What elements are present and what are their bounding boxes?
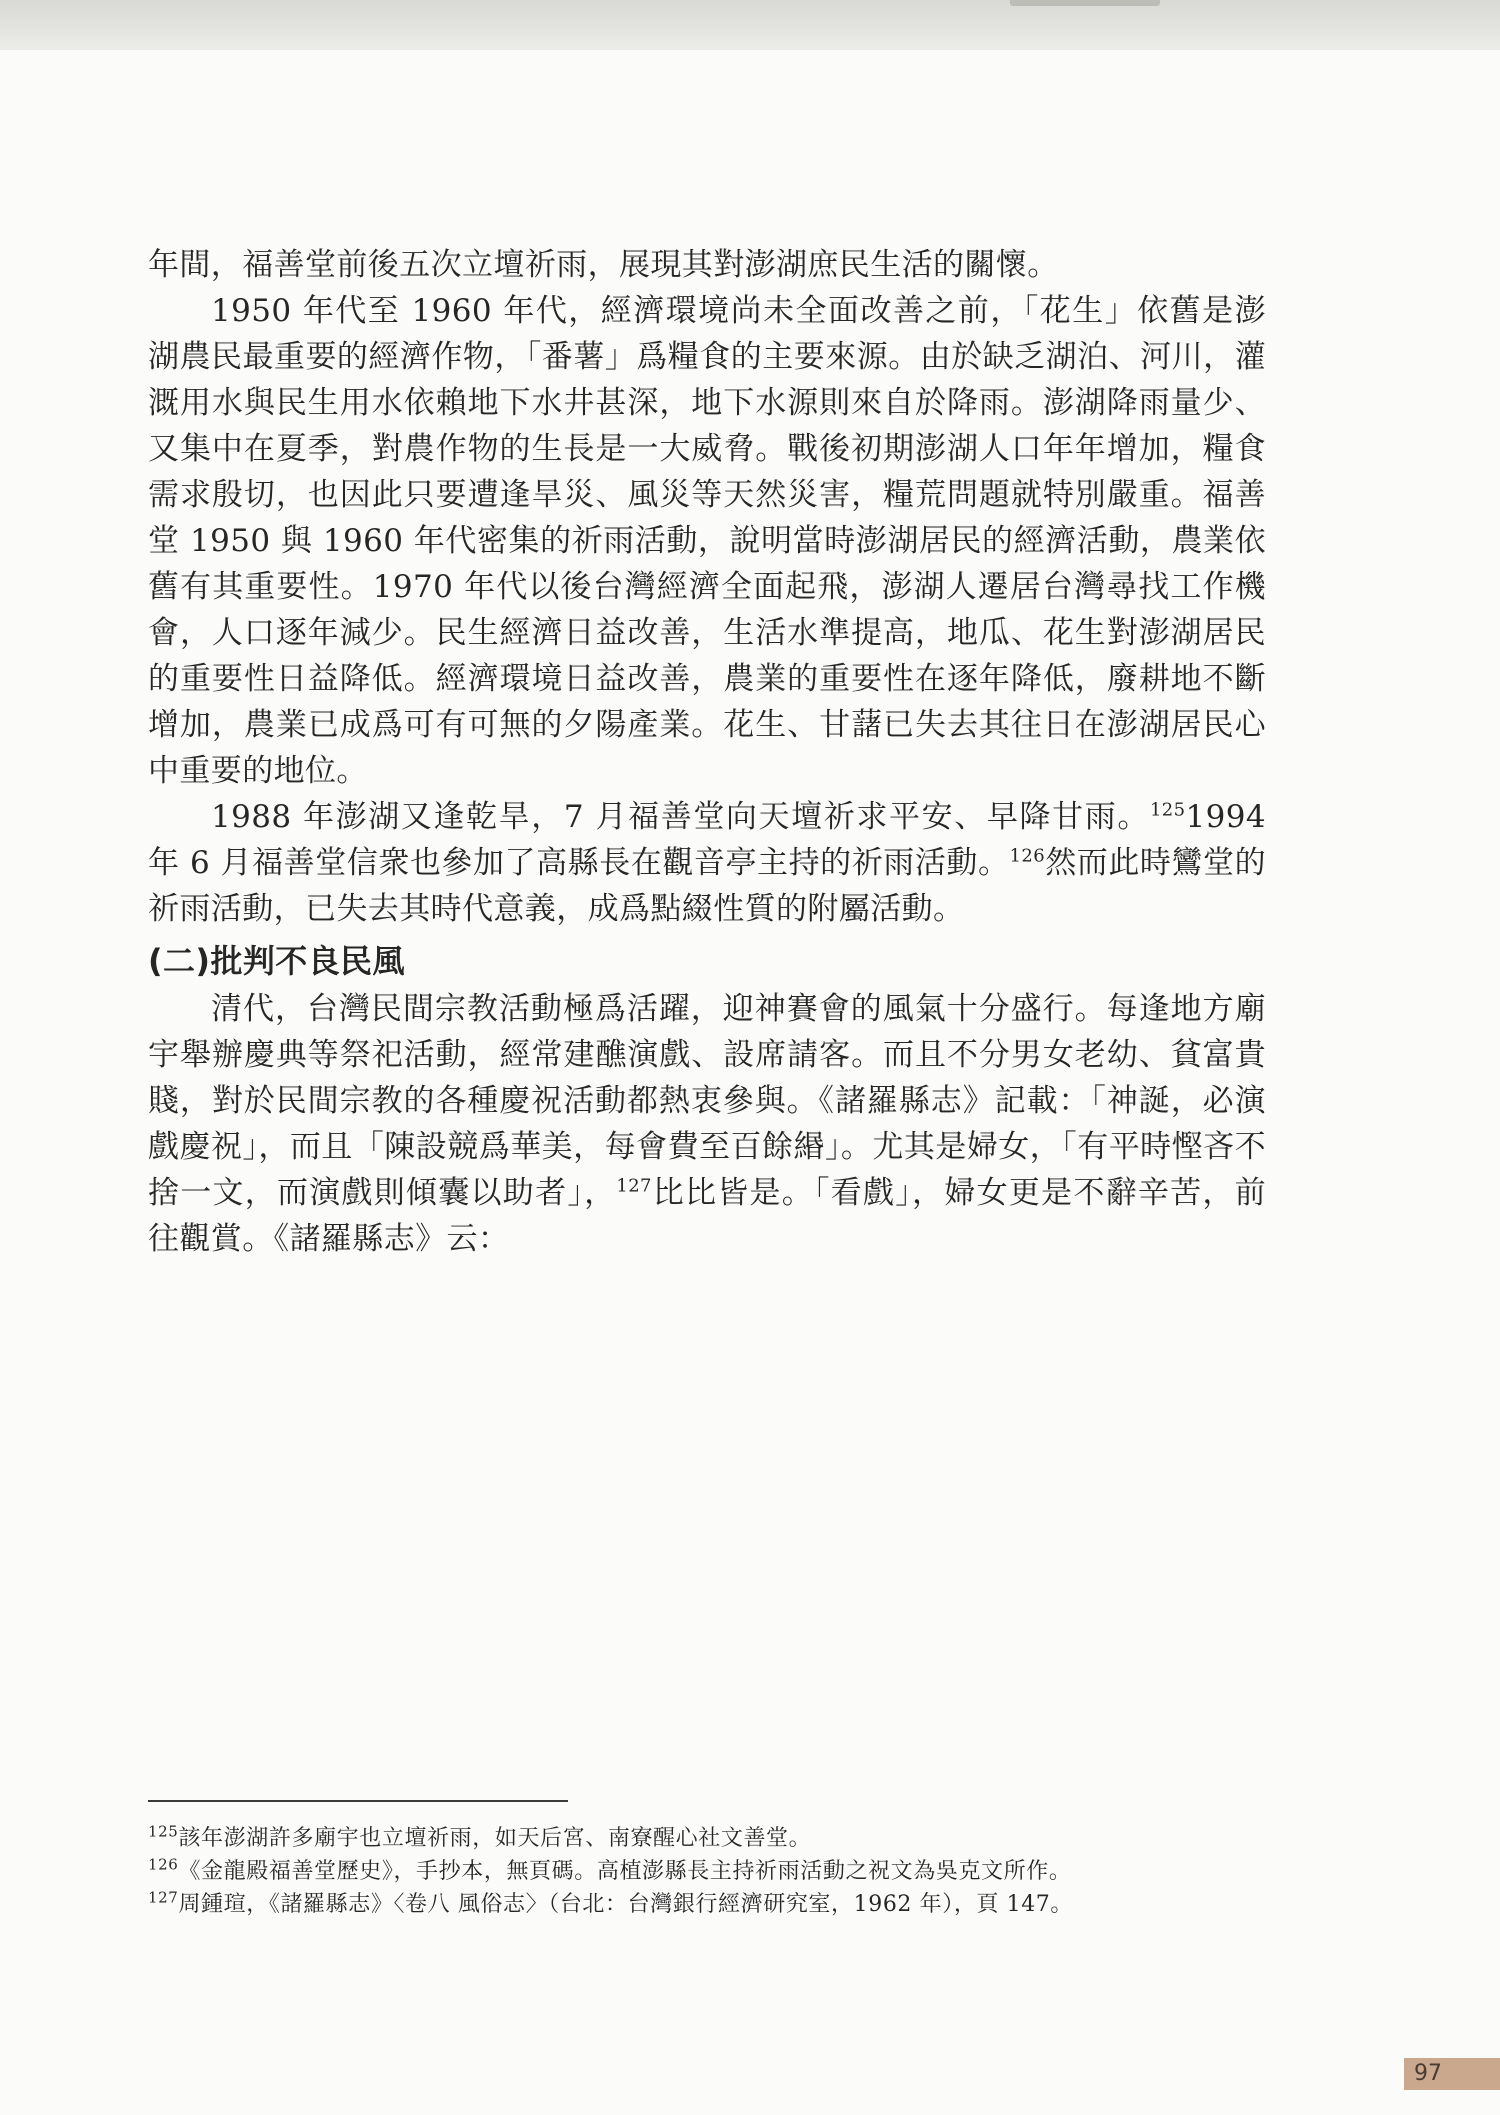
- footnote-126: [148, 1855, 1266, 1888]
- footnote-125: [148, 1822, 1266, 1855]
- footnote-text: 《金龍殿福善堂歷史》，手抄本，無頁碼。高植澎縣長主持祈雨活動之祝文為吳克文所作。: [178, 1859, 1072, 1884]
- footnote-divider: [148, 1800, 568, 1802]
- page-number: 97: [1404, 2058, 1500, 2090]
- paragraph-2: 1950 年代至 1960 年代，經濟環境尚未全面改善之前，「花生」依舊是澎湖農民最重要的經濟作物，「番薯」爲糧食的主要來源。由於缺乏湖泊、河川，灌溉用水與民生用水依賴地下水井甚深，地下水源則來自於降雨。澎湖降雨量少、又集中在夏季，對農作物的生長是一大威脅。戰後初期澎湖人口年年增加，糧食需求殷切，也因此只要遭逢旱災、風災等天然災害，糧荒問題就特別嚴重。福善堂 1950 與 1960 年代密集的祈雨活動，說明當時澎湖居民的經濟活動，農業依舊有其重要性。1970 年代以後台灣經濟全面起飛，澎湖人遷居台灣尋找工作機會，人口逐年減少。民生經濟日益改善，生活水準提高，地瓜、花生對澎湖居民的重要性日益降低。經濟環境日益改善，農業的重要性在逐年降低，廢耕地不斷增加，農業已成爲可有可無的夕陽產業。花生、甘藷已失去其往日在澎湖居民心中重要的地位。: [148, 293, 1266, 789]
- paragraph-1: 年間，福善堂前後五次立壇祈雨，展現其對澎湖庶民生活的關懷。: [148, 247, 1059, 283]
- section-heading: (二)批判不良民風: [148, 942, 405, 980]
- paragraph-4: 清代，台灣民間宗教活動極爲活躍，迎神賽會的風氣十分盛行。每逢地方廟宇舉辦慶典等祭祀活動，經常建醮演戲、設席請客。而且不分男女老幼、貧富貴賤，對於民間宗教的各種慶祝活動都熱衷參與。《諸羅縣志》記載：「神誕，必演戲慶祝」，而且「陳設競爲華美，每會費至百餘緡」。尤其是婦女，「有平時慳吝不捨一文，而演戲則傾囊以助者」，$^{127}$比比皆是。「看戲」，婦女更是不辭辛苦，前往觀賞。《諸羅縣志》云：: [148, 991, 1267, 1257]
- paragraph-3: 1988 年澎湖又逢乾旱，7 月福善堂向天壇祈求平安、早降甘雨。$^{125}$1994 年 6 月福善堂信衆也參加了高縣長在觀音亭主持的祈雨活動。$^{126}$然而此時鸞堂的祈雨活動，已失去其時代意義，成爲點綴性質的附屬活動。: [148, 799, 1266, 927]
- footnote-ref-125[interactable]: 125: [1149, 799, 1186, 821]
- footnotes: [148, 1822, 1266, 1921]
- footnote-number: 125: [148, 1822, 179, 1841]
- body-text: [148, 242, 1266, 1262]
- footnote-number: 127: [148, 1888, 179, 1907]
- footnote-text: 周鍾瑄，《諸羅縣志》〈卷八 風俗志〉（台北：台灣銀行經濟研究室，1962 年），頁 147。: [178, 1892, 1073, 1917]
- footnote-text: 該年澎湖許多廟宇也立壇祈雨，如天后宮、南寮醒心社文善堂。: [178, 1826, 812, 1851]
- footnote-ref-127[interactable]: 127: [616, 1175, 652, 1197]
- footnote-ref-126[interactable]: 126: [1009, 845, 1046, 867]
- footnote-127: [148, 1888, 1266, 1921]
- footnote-number: 126: [148, 1855, 179, 1874]
- scan-top-mark: [1010, 0, 1160, 6]
- scan-top-band: [0, 0, 1500, 50]
